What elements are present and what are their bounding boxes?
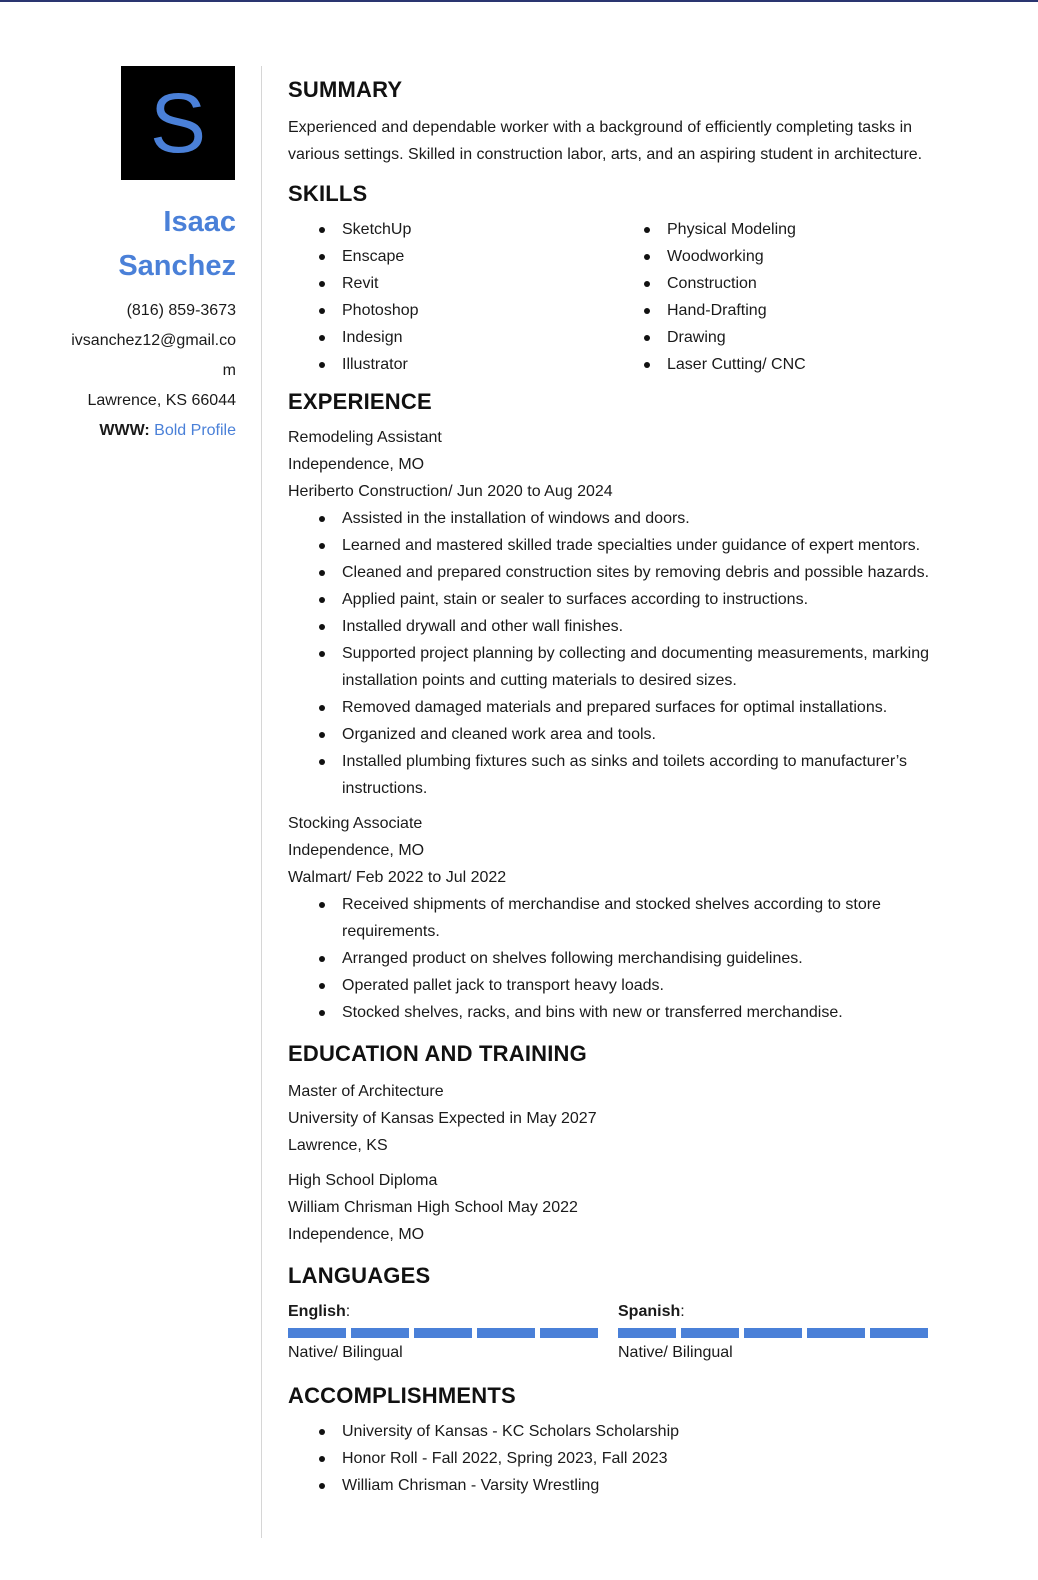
education-location: Independence, MO [288,1226,425,1243]
education-degree: High School Diploma [288,1172,438,1189]
rating-segment [744,1328,802,1338]
skill-item: Enscape [288,243,613,270]
accomplishment-item: William Chrisman - Varsity Wrestling [288,1472,948,1499]
language-colon: : [345,1303,351,1320]
skill-item: Hand-Drafting [613,297,938,324]
summary-heading: SUMMARY [288,77,403,102]
language-item [288,1300,618,1366]
last-name: Sanchez [118,250,236,282]
education-entry [288,1078,948,1159]
skill-item: Illustrator [288,351,613,378]
languages-heading: LANGUAGES [288,1263,431,1288]
job-bullet: Cleaned and prepared construction sites by removing debris and possible hazards. [288,559,948,586]
rating-segment [540,1328,598,1338]
language-item [618,1300,948,1366]
job-bullet: Operated pallet jack to transport heavy loads. [288,972,948,999]
language-rating-bar [288,1328,618,1338]
skill-item: Indesign [288,324,613,351]
language-colon: : [680,1303,685,1320]
www-label: WWW: [99,422,150,439]
language-rating-bar [618,1328,948,1338]
email[interactable]: ivsanchez12@gmail.com [71,332,236,379]
job-bullets [288,891,948,1026]
skill-item: Revit [288,270,613,297]
phone: (816) 859-3673 [126,302,236,319]
skill-item: Photoshop [288,297,613,324]
job-bullets [288,505,948,802]
job-bullet: Removed damaged materials and prepared surfaces for optimal installations. [288,694,948,721]
rating-segment [807,1328,865,1338]
job-location: Independence, MO [288,842,425,859]
rating-segment [414,1328,472,1338]
skills-column-right [613,216,938,378]
skills-heading: SKILLS [288,181,368,206]
accomplishments-heading: ACCOMPLISHMENTS [288,1383,516,1408]
main-content [288,74,948,1499]
column-divider [261,66,262,1538]
job-bullet: Arranged product on shelves following merchandising guidelines. [288,945,948,972]
skills-list [288,216,948,378]
skill-item: Construction [613,270,938,297]
education-school-date: William Chrisman High School May 2022 [288,1199,578,1216]
rating-segment [870,1328,928,1338]
job-role: Remodeling Assistant [288,429,442,446]
job-bullet: Stocked shelves, racks, and bins with new or transferred merchandise. [288,999,948,1026]
job-entry [288,424,948,802]
location: Lawrence, KS 66044 [87,392,236,409]
summary-text: Experienced and dependable worker with a background of efficiently completing tasks in various settings. Skilled in construction labor, arts, and an aspiring student in architecture. [288,119,923,163]
job-company-dates: Walmart/ Feb 2022 to Jul 2022 [288,869,507,886]
job-company-dates: Heriberto Construction/ Jun 2020 to Aug 2024 [288,483,613,500]
website [60,416,236,446]
skill-item: Physical Modeling [613,216,938,243]
top-border [0,0,1038,2]
accomplishment-item: Honor Roll - Fall 2022, Spring 2023, Fall 2023 [288,1445,948,1472]
education-entry [288,1167,948,1248]
language-name: Spanish [618,1303,681,1320]
rating-segment [288,1328,346,1338]
skill-item: Drawing [613,324,938,351]
skill-item: Laser Cutting/ CNC [613,351,938,378]
language-level: Native/ Bilingual [618,1344,733,1361]
education-location: Lawrence, KS [288,1137,388,1154]
rating-segment [351,1328,409,1338]
accomplishment-item: University of Kansas - KC Scholars Scholarship [288,1418,948,1445]
profile-link[interactable]: Bold Profile [154,422,236,439]
accomplishments-list [288,1418,948,1499]
job-role: Stocking Associate [288,815,423,832]
language-name: English [288,1303,346,1320]
job-bullet: Assisted in the installation of windows and doors. [288,505,948,532]
job-entry [288,810,948,1026]
skill-item: SketchUp [288,216,613,243]
first-name: Isaac [163,206,236,238]
job-bullet: Supported project planning by collecting and documenting measurements, marking installation points and cutting materials to desired sizes. [288,640,948,694]
job-bullet: Installed plumbing fixtures such as sinks and toilets according to manufacturer’s instructions. [288,748,948,802]
education-degree: Master of Architecture [288,1083,444,1100]
language-level: Native/ Bilingual [288,1344,403,1361]
monogram-logo: S [121,66,235,180]
rating-segment [618,1328,676,1338]
skills-column-left [288,216,613,378]
job-location: Independence, MO [288,456,425,473]
rating-segment [681,1328,739,1338]
education-school-date: University of Kansas Expected in May 2027 [288,1110,597,1127]
job-bullet: Installed drywall and other wall finishes. [288,613,948,640]
rating-segment [477,1328,535,1338]
experience-heading: EXPERIENCE [288,389,432,414]
job-bullet: Applied paint, stain or sealer to surfaces according to instructions. [288,586,948,613]
sidebar [60,200,236,446]
job-bullet: Learned and mastered skilled trade specialties under guidance of expert mentors. [288,532,948,559]
languages-list [288,1300,948,1366]
job-bullet: Received shipments of merchandise and stocked shelves according to store requirements. [288,891,948,945]
job-bullet: Organized and cleaned work area and tools. [288,721,948,748]
education-heading: EDUCATION AND TRAINING [288,1041,587,1066]
skill-item: Woodworking [613,243,938,270]
